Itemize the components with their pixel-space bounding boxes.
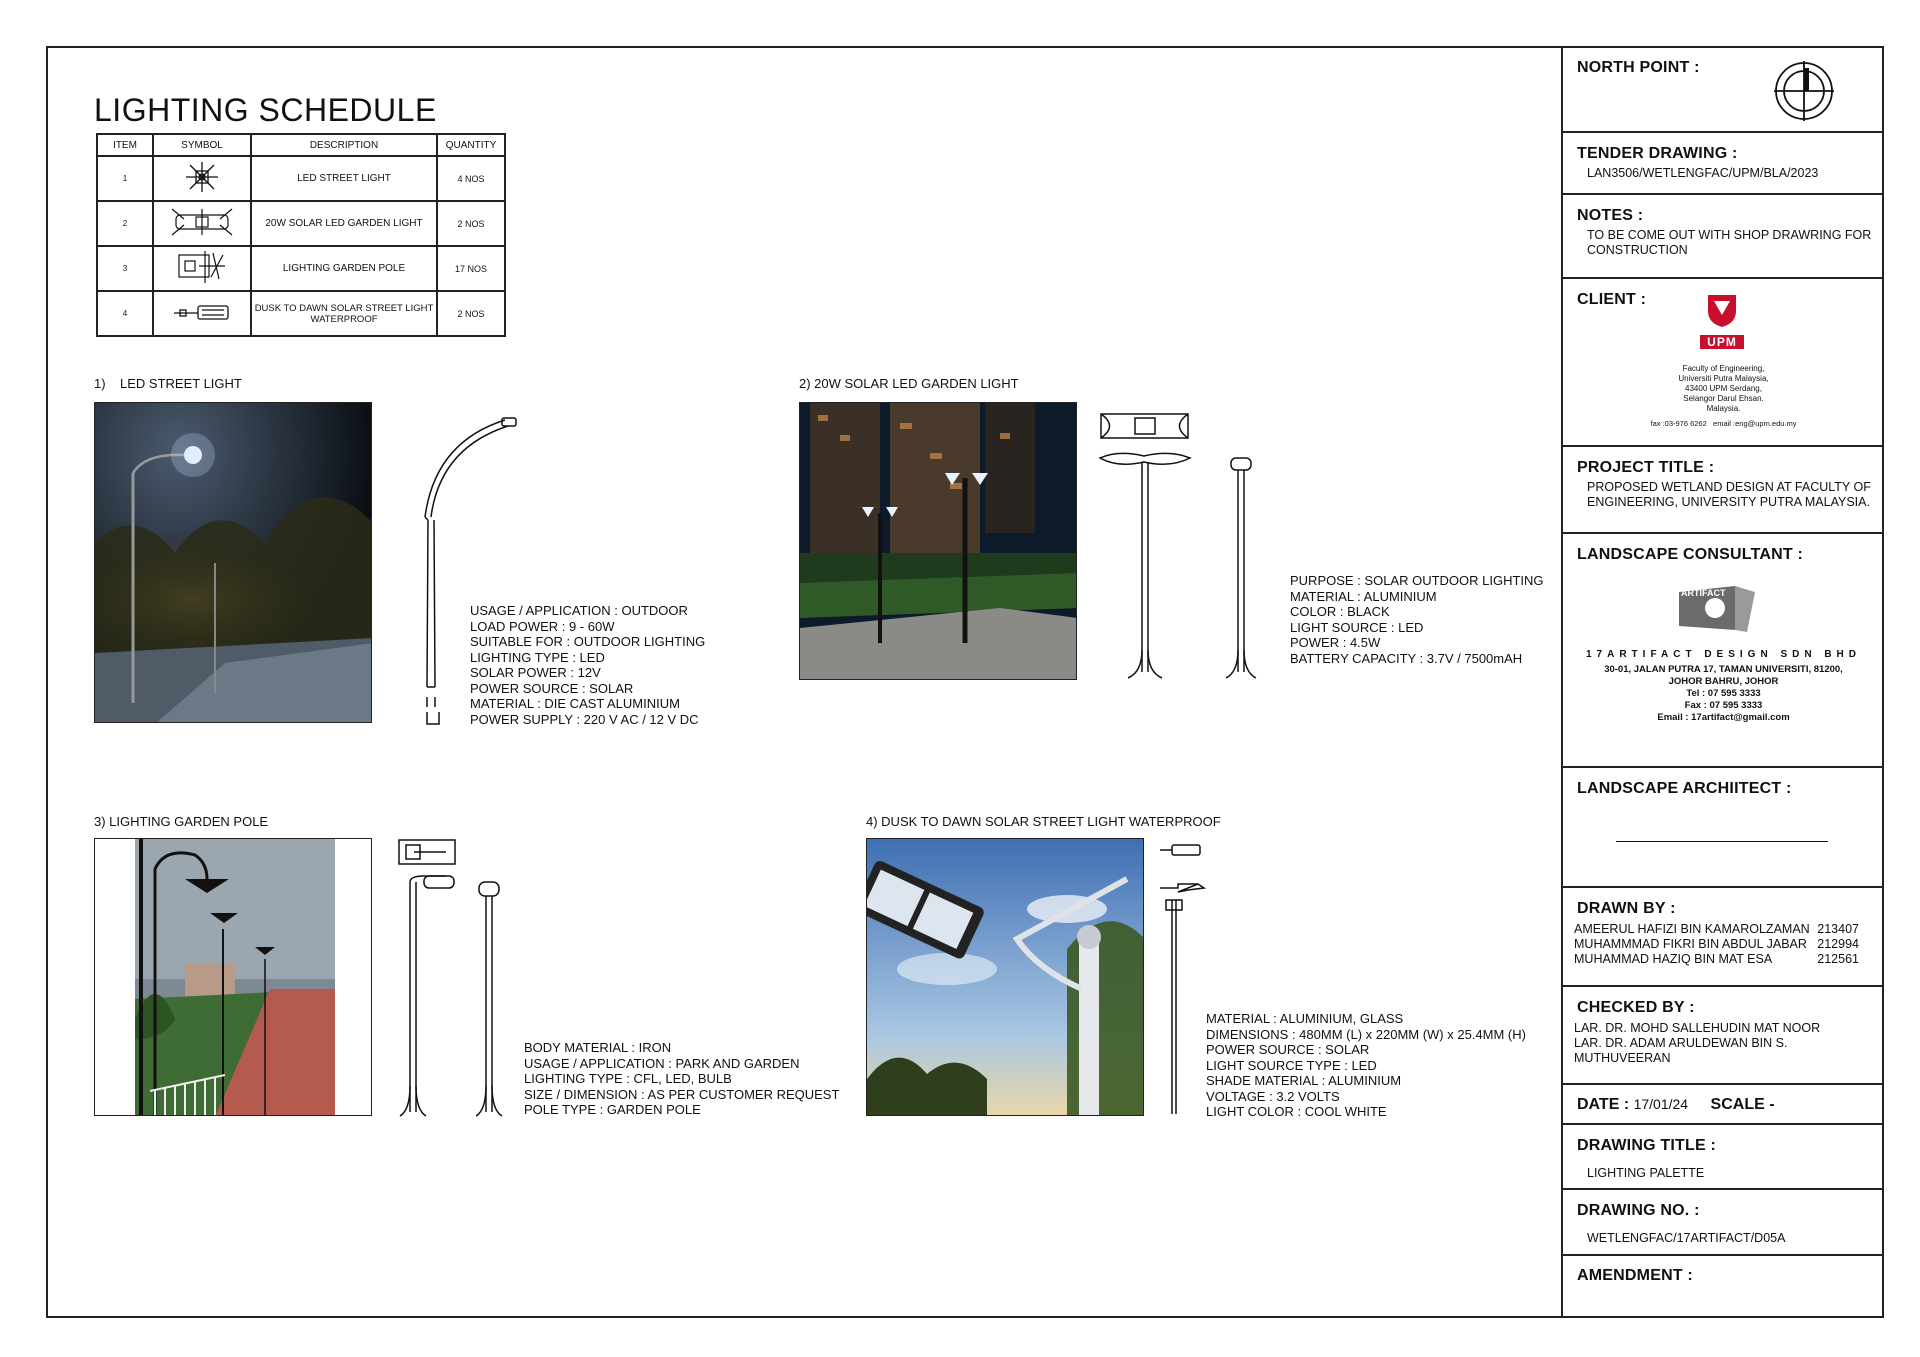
list-item: MUTHUVEERAN [1574, 1051, 1671, 1065]
north-arrow-icon [1773, 60, 1835, 122]
tender-value: LAN3506/WETLENGFAC/UPM/BLA/2023 [1587, 166, 1819, 180]
architect-section [1563, 768, 1884, 888]
drafter-name: AMEERUL HAFIZI BIN KAMAROLZAMAN [1574, 922, 1810, 936]
garden-pole-photo [94, 838, 372, 1116]
checked-by-section [1563, 987, 1884, 1085]
section-1-title: 1) LED STREET LIGHT [94, 376, 242, 391]
spec-line: MATERIAL : ALUMINIUM [1290, 588, 1437, 604]
description-cell: LED STREET LIGHT [251, 156, 437, 201]
amendment-section [1563, 1256, 1884, 1316]
spec-line: BODY MATERIAL : IRON [524, 1040, 672, 1055]
consultant-label: LANDSCAPE CONSULTANT : [1577, 546, 1804, 563]
header-symbol: SYMBOL [153, 134, 251, 156]
list-item [1574, 922, 1859, 937]
solar-garden-light-symbol-icon [170, 207, 234, 237]
address-line: Selangor Darul Ehsan. [1683, 394, 1764, 403]
description-cell: 20W SOLAR LED GARDEN LIGHT [251, 201, 437, 246]
drawing-title-section [1563, 1125, 1884, 1190]
date-row [1577, 1096, 1775, 1114]
section-2-title: 2) 20W SOLAR LED GARDEN LIGHT [799, 376, 1019, 391]
section-2-specs [1290, 573, 1544, 666]
garden-pole-symbol-icon [175, 249, 229, 285]
section-1-specs [470, 603, 705, 727]
drawing-no-label: DRAWING NO. : [1577, 1202, 1700, 1219]
checked-by-label: CHECKED BY : [1577, 999, 1695, 1016]
spec-line: LIGHT SOURCE : LED [1290, 619, 1424, 635]
client-address [1563, 364, 1884, 414]
client-contact: fax :03-976 6262 email :eng@upm.edu.my [1650, 419, 1797, 428]
list-item: LAR. DR. ADAM ARULDEWAN BIN S. [1574, 1036, 1788, 1050]
drafter-id: 212994 [1817, 937, 1859, 951]
consultant-section [1563, 534, 1884, 768]
address-line: Malaysia. [1706, 404, 1741, 413]
spec-line: DIMENSIONS : 480MM (L) x 220MM (W) x 25.4MM (H) [1206, 1026, 1526, 1042]
item-cell: 2 [97, 201, 153, 246]
consultant-address [1563, 664, 1884, 724]
spec-line: POWER : 4.5W [1290, 635, 1381, 650]
client-section [1563, 279, 1884, 447]
project-label: PROJECT TITLE : [1577, 459, 1715, 476]
spec-line: LIGHT COLOR : COOL WHITE [1206, 1104, 1387, 1119]
quantity-cell: 17 NOS [437, 246, 505, 291]
address-line: Faculty of Engineering, [1682, 364, 1765, 373]
project-value: PROPOSED WETLAND DESIGN AT FACULTY OF ENGINEERING, UNIVERSITY PUTRA MALAYSIA. [1587, 480, 1871, 509]
spec-line: POWER SOURCE : SOLAR [1206, 1042, 1370, 1057]
title-block [1561, 46, 1884, 1318]
symbol-cell [153, 156, 251, 201]
list-item: LAR. DR. MOHD SALLEHUDIN MAT NOOR [1574, 1021, 1821, 1035]
quantity-cell: 4 NOS [437, 156, 505, 201]
table-row [97, 201, 505, 246]
artifact-logo [1675, 584, 1759, 634]
header-item: ITEM [97, 134, 153, 156]
description-cell: LIGHTING GARDEN POLE [251, 246, 437, 291]
address-line: Fax : 07 595 3333 [1684, 700, 1763, 711]
header-description: DESCRIPTION [251, 134, 437, 156]
solar-street-light-photo [866, 838, 1144, 1116]
list-item [1574, 937, 1859, 952]
project-section [1563, 447, 1884, 534]
north-point-label: NORTH POINT : [1577, 59, 1700, 76]
signature-line [1616, 841, 1828, 842]
spec-line: MATERIAL : ALUMINIUM, GLASS [1206, 1011, 1404, 1026]
date-label: DATE : [1577, 1096, 1630, 1113]
schedule-title: LIGHTING SCHEDULE [94, 92, 437, 128]
drawn-by-section [1563, 888, 1884, 987]
spec-line: LOAD POWER : 9 - 60W [470, 618, 615, 634]
spec-line: SIZE / DIMENSION : AS PER CUSTOMER REQUEST [524, 1086, 840, 1102]
symbol-cell [153, 201, 251, 246]
quantity-cell: 2 NOS [437, 201, 505, 246]
led-street-light-photo [94, 402, 372, 723]
spec-line: VOLTAGE : 3.2 VOLTS [1206, 1088, 1340, 1104]
notes-label: NOTES : [1577, 207, 1644, 224]
artifact-logo-text: ARTIFACT [1681, 588, 1726, 598]
checked-by-list [1574, 1021, 1820, 1066]
drafter-id: 213407 [1817, 922, 1859, 936]
drafter-id: 212561 [1817, 952, 1859, 966]
scale-label: SCALE - [1710, 1096, 1775, 1113]
section-4-specs [1206, 1011, 1526, 1120]
address-line: Tel : 07 595 3333 [1686, 688, 1761, 699]
item-cell: 3 [97, 246, 153, 291]
led-street-light-symbol-icon [182, 160, 222, 194]
item-cell: 4 [97, 291, 153, 336]
section-4-title: 4) DUSK TO DAWN SOLAR STREET LIGHT WATERPROOF [866, 814, 1221, 829]
address-line: 43400 UPM Serdang, [1685, 384, 1762, 393]
solar-street-light-symbol-icon [172, 302, 232, 322]
section-3-specs [524, 1040, 839, 1118]
address-line: Universiti Putra Malaysia, [1678, 374, 1769, 383]
spec-line: LIGHT SOURCE TYPE : LED [1206, 1057, 1377, 1073]
upm-logo-text: UPM [1700, 335, 1744, 349]
notes-value: TO BE COME OUT WITH SHOP DRAWRING FOR CONSTRUCTION [1587, 228, 1872, 257]
schedule-header-row [97, 134, 505, 156]
spec-line: USAGE / APPLICATION : PARK AND GARDEN [524, 1055, 800, 1071]
drawing-title-label: DRAWING TITLE : [1577, 1137, 1716, 1154]
address-line: 30-01, JALAN PUTRA 17, TAMAN UNIVERSITI, 81200, [1604, 664, 1843, 675]
drawing-title-value: LIGHTING PALETTE [1587, 1166, 1705, 1180]
spec-line: MATERIAL : DIE CAST ALUMINIUM [470, 696, 680, 711]
address-line: Email : 17artifact@gmail.com [1657, 712, 1790, 723]
table-row [97, 156, 505, 201]
table-row [97, 291, 505, 336]
drawing-no-value: WETLENGFAC/17ARTIFACT/D05A [1587, 1231, 1786, 1245]
spec-line: POLE TYPE : GARDEN POLE [524, 1102, 701, 1117]
spec-line: SHADE MATERIAL : ALUMINIUM [1206, 1073, 1402, 1088]
tender-label: TENDER DRAWING : [1577, 145, 1738, 162]
spec-line: BATTERY CAPACITY : 3.7V / 7500mAH [1290, 650, 1523, 666]
symbol-cell [153, 291, 251, 336]
upm-crest-icon [1702, 293, 1742, 329]
spec-line: SOLAR POWER : 12V [470, 665, 601, 680]
drafter-name: MUHAMMAD HAZIQ BIN MAT ESA [1574, 952, 1773, 966]
upm-logo [1700, 293, 1744, 349]
consultant-name: 17ARTIFACT DESIGN SDN BHD [1585, 649, 1861, 660]
garden-pole-elevation-drawing [396, 836, 522, 1118]
notes-section [1563, 195, 1884, 279]
table-row [97, 246, 505, 291]
spec-line: POWER SUPPLY : 220 V AC / 12 V DC [470, 711, 699, 727]
description-cell: DUSK TO DAWN SOLAR STREET LIGHT WATERPROOF [251, 291, 437, 336]
solar-garden-light-elevation-drawing [1098, 410, 1268, 682]
client-label: CLIENT : [1577, 291, 1647, 308]
amendment-label: AMENDMENT : [1577, 1267, 1693, 1284]
drawn-by-label: DRAWN BY : [1577, 900, 1676, 917]
list-item [1574, 952, 1859, 967]
header-quantity: QUANTITY [437, 134, 505, 156]
solar-garden-light-photo [799, 402, 1077, 680]
section-3-title: 3) LIGHTING GARDEN POLE [94, 814, 269, 829]
north-point-section [1563, 46, 1884, 133]
symbol-cell [153, 246, 251, 291]
item-cell: 1 [97, 156, 153, 201]
quantity-cell: 2 NOS [437, 291, 505, 336]
date-scale-section [1563, 1085, 1884, 1125]
spec-line: COLOR : BLACK [1290, 604, 1390, 619]
date-value: 17/01/24 [1633, 1096, 1689, 1112]
drafter-name: MUHAMMMAD FIKRI BIN ABDUL JABAR [1574, 937, 1807, 951]
spec-line: LIGHTING TYPE : LED [470, 649, 605, 665]
drawn-by-list [1574, 922, 1859, 967]
spec-line: USAGE / APPLICATION : OUTDOOR [470, 603, 688, 618]
tender-section [1563, 133, 1884, 195]
architect-label: LANDSCAPE ARCHIITECT : [1577, 780, 1792, 797]
spec-line: SUITABLE FOR : OUTDOOR LIGHTING [470, 634, 706, 649]
spec-line: LIGHTING TYPE : CFL, LED, BULB [524, 1071, 732, 1086]
address-line: JOHOR BAHRU, JOHOR [1668, 676, 1779, 687]
lighting-schedule-table [96, 133, 506, 337]
spec-line: POWER SOURCE : SOLAR [470, 680, 634, 696]
solar-street-light-elevation-drawing [1158, 840, 1208, 1118]
spec-line: PURPOSE : SOLAR OUTDOOR LIGHTING [1290, 573, 1544, 588]
drawing-no-section [1563, 1190, 1884, 1256]
